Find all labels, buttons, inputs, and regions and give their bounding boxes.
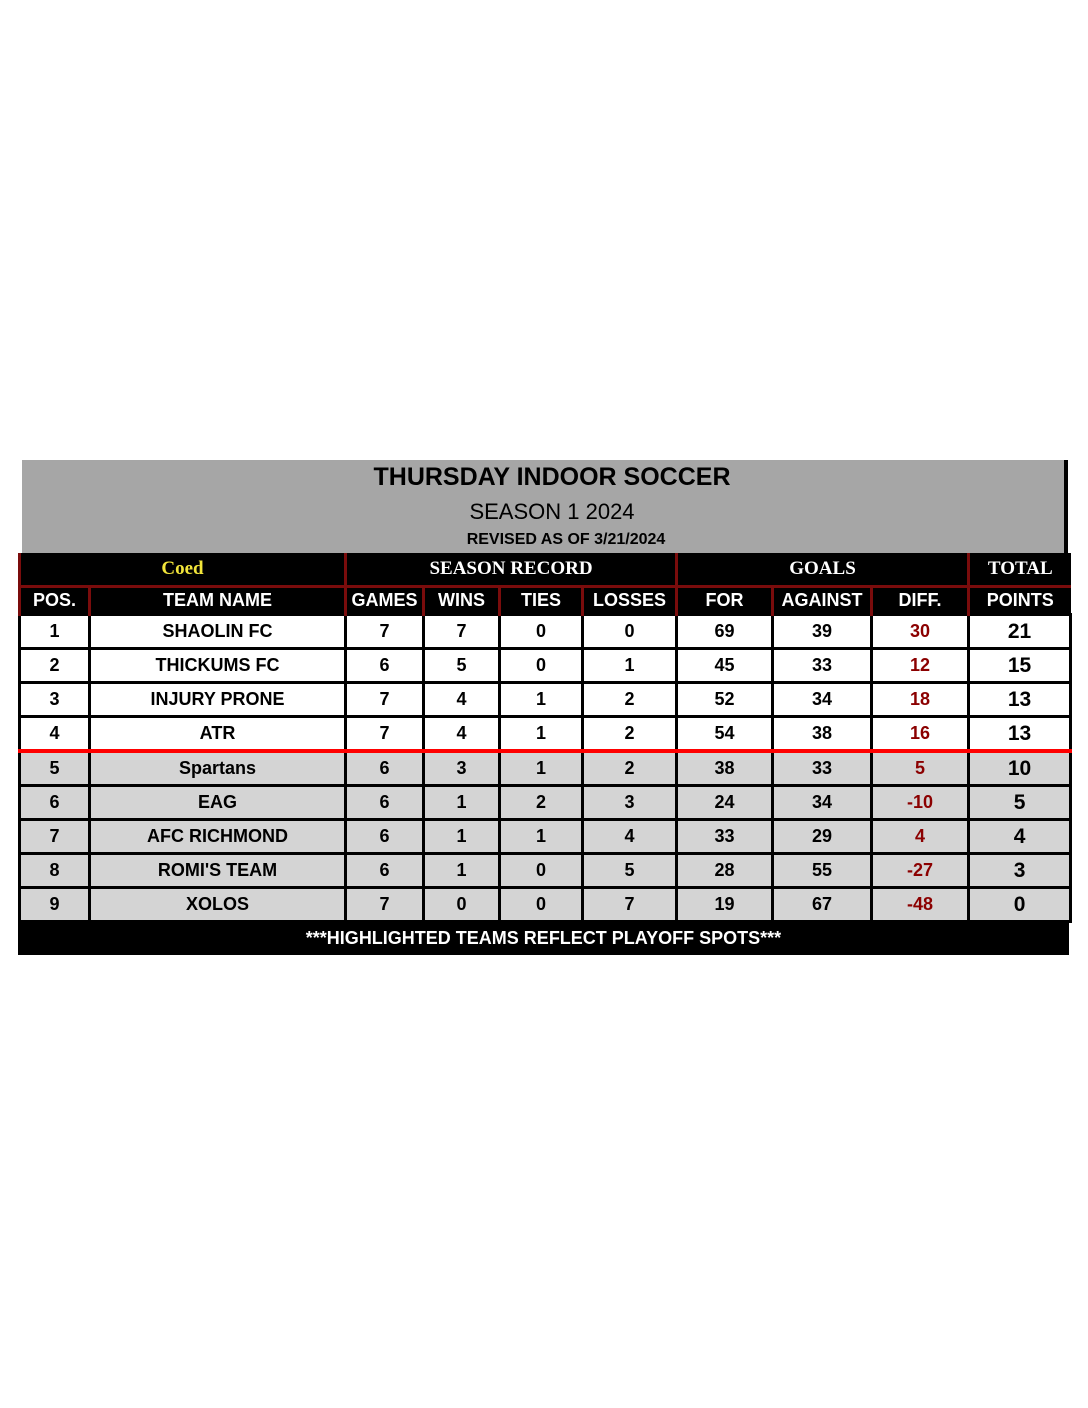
season-record-header: SEASON RECORD [346,553,677,587]
cell-diff: 12 [872,649,969,683]
cell-games: 6 [346,786,424,820]
table-row [20,888,1071,922]
cell-for: 45 [677,649,773,683]
col-pos: POS. [20,587,90,615]
cell-pos: 2 [20,649,90,683]
col-diff: DIFF. [872,587,969,615]
cell-points: 13 [969,717,1071,752]
cell-diff: 16 [872,717,969,752]
table-row [20,820,1071,854]
cell-ties: 1 [500,683,583,717]
col-games: GAMES [346,587,424,615]
cell-for: 33 [677,820,773,854]
cell-ties: 1 [500,717,583,752]
cell-points: 10 [969,751,1071,786]
cell-losses: 2 [583,683,677,717]
total-header: TOTAL [969,553,1071,587]
cell-ties: 0 [500,888,583,922]
cell-against: 55 [773,854,872,888]
cell-games: 6 [346,751,424,786]
table-row [20,683,1071,717]
cell-team-name: XOLOS [90,888,346,922]
cell-for: 38 [677,751,773,786]
table-row [20,649,1071,683]
col-for: FOR [677,587,773,615]
cell-diff: 5 [872,751,969,786]
cell-team-name: EAG [90,786,346,820]
cell-against: 39 [773,615,872,649]
table-row [20,717,1071,752]
standings-body [20,615,1071,922]
cell-games: 7 [346,615,424,649]
cell-losses: 4 [583,820,677,854]
cell-wins: 1 [424,786,500,820]
cell-losses: 2 [583,751,677,786]
revised-date: REVISED AS OF 3/21/2024 [466,531,666,548]
col-ties: TIES [500,587,583,615]
cell-points: 0 [969,888,1071,922]
standings-table [18,553,1072,923]
cell-pos: 8 [20,854,90,888]
cell-diff: -27 [872,854,969,888]
cell-against: 38 [773,717,872,752]
table-row [20,751,1071,786]
season-label: SEASON 1 2024 [469,499,635,524]
cell-team-name: ROMI'S TEAM [90,854,346,888]
cell-points: 5 [969,786,1071,820]
cell-ties: 1 [500,751,583,786]
cell-points: 15 [969,649,1071,683]
cell-pos: 5 [20,751,90,786]
cell-diff: -10 [872,786,969,820]
table-row [20,615,1071,649]
cell-pos: 7 [20,820,90,854]
col-against: AGAINST [773,587,872,615]
table-row [20,854,1071,888]
cell-team-name: THICKUMS FC [90,649,346,683]
cell-for: 52 [677,683,773,717]
cell-team-name: Spartans [90,751,346,786]
cell-losses: 1 [583,649,677,683]
cell-pos: 4 [20,717,90,752]
cell-points: 13 [969,683,1071,717]
standings-sheet [18,460,1069,955]
cell-diff: 18 [872,683,969,717]
cell-wins: 4 [424,717,500,752]
cell-team-name: ATR [90,717,346,752]
cell-wins: 0 [424,888,500,922]
cell-losses: 5 [583,854,677,888]
cell-games: 6 [346,854,424,888]
col-wins: WINS [424,587,500,615]
cell-losses: 2 [583,717,677,752]
cell-for: 54 [677,717,773,752]
cell-diff: -48 [872,888,969,922]
cell-ties: 0 [500,649,583,683]
col-points: POINTS [969,587,1071,615]
cell-wins: 1 [424,854,500,888]
cell-losses: 7 [583,888,677,922]
cell-pos: 6 [20,786,90,820]
col-losses: LOSSES [583,587,677,615]
cell-for: 28 [677,854,773,888]
division-label: Coed [20,553,346,587]
cell-against: 29 [773,820,872,854]
cell-pos: 3 [20,683,90,717]
cell-points: 21 [969,615,1071,649]
cell-against: 33 [773,649,872,683]
cell-games: 7 [346,717,424,752]
cell-team-name: SHAOLIN FC [90,615,346,649]
cell-diff: 4 [872,820,969,854]
cell-wins: 1 [424,820,500,854]
cell-for: 69 [677,615,773,649]
cell-losses: 3 [583,786,677,820]
cell-points: 3 [969,854,1071,888]
cell-ties: 2 [500,786,583,820]
cell-diff: 30 [872,615,969,649]
cell-games: 6 [346,820,424,854]
league-title: THURSDAY INDOOR SOCCER [373,463,731,491]
cell-for: 24 [677,786,773,820]
cell-wins: 7 [424,615,500,649]
title-band [22,460,1068,553]
cell-for: 19 [677,888,773,922]
cell-wins: 3 [424,751,500,786]
col-team-name: TEAM NAME [90,587,346,615]
cell-against: 67 [773,888,872,922]
playoff-note: ***HIGHLIGHTED TEAMS REFLECT PLAYOFF SPOTS*** [18,923,1069,955]
cell-pos: 1 [20,615,90,649]
cell-team-name: AFC RICHMOND [90,820,346,854]
cell-games: 6 [346,649,424,683]
cell-ties: 0 [500,854,583,888]
cell-against: 33 [773,751,872,786]
cell-losses: 0 [583,615,677,649]
group-header-row [20,553,1071,587]
table-row [20,786,1071,820]
cell-pos: 9 [20,888,90,922]
cell-ties: 1 [500,820,583,854]
cell-against: 34 [773,683,872,717]
goals-header: GOALS [677,553,969,587]
cell-ties: 0 [500,615,583,649]
cell-team-name: INJURY PRONE [90,683,346,717]
cell-wins: 4 [424,683,500,717]
cell-games: 7 [346,888,424,922]
cell-points: 4 [969,820,1071,854]
cell-games: 7 [346,683,424,717]
cell-against: 34 [773,786,872,820]
column-header-row [20,587,1071,615]
cell-wins: 5 [424,649,500,683]
